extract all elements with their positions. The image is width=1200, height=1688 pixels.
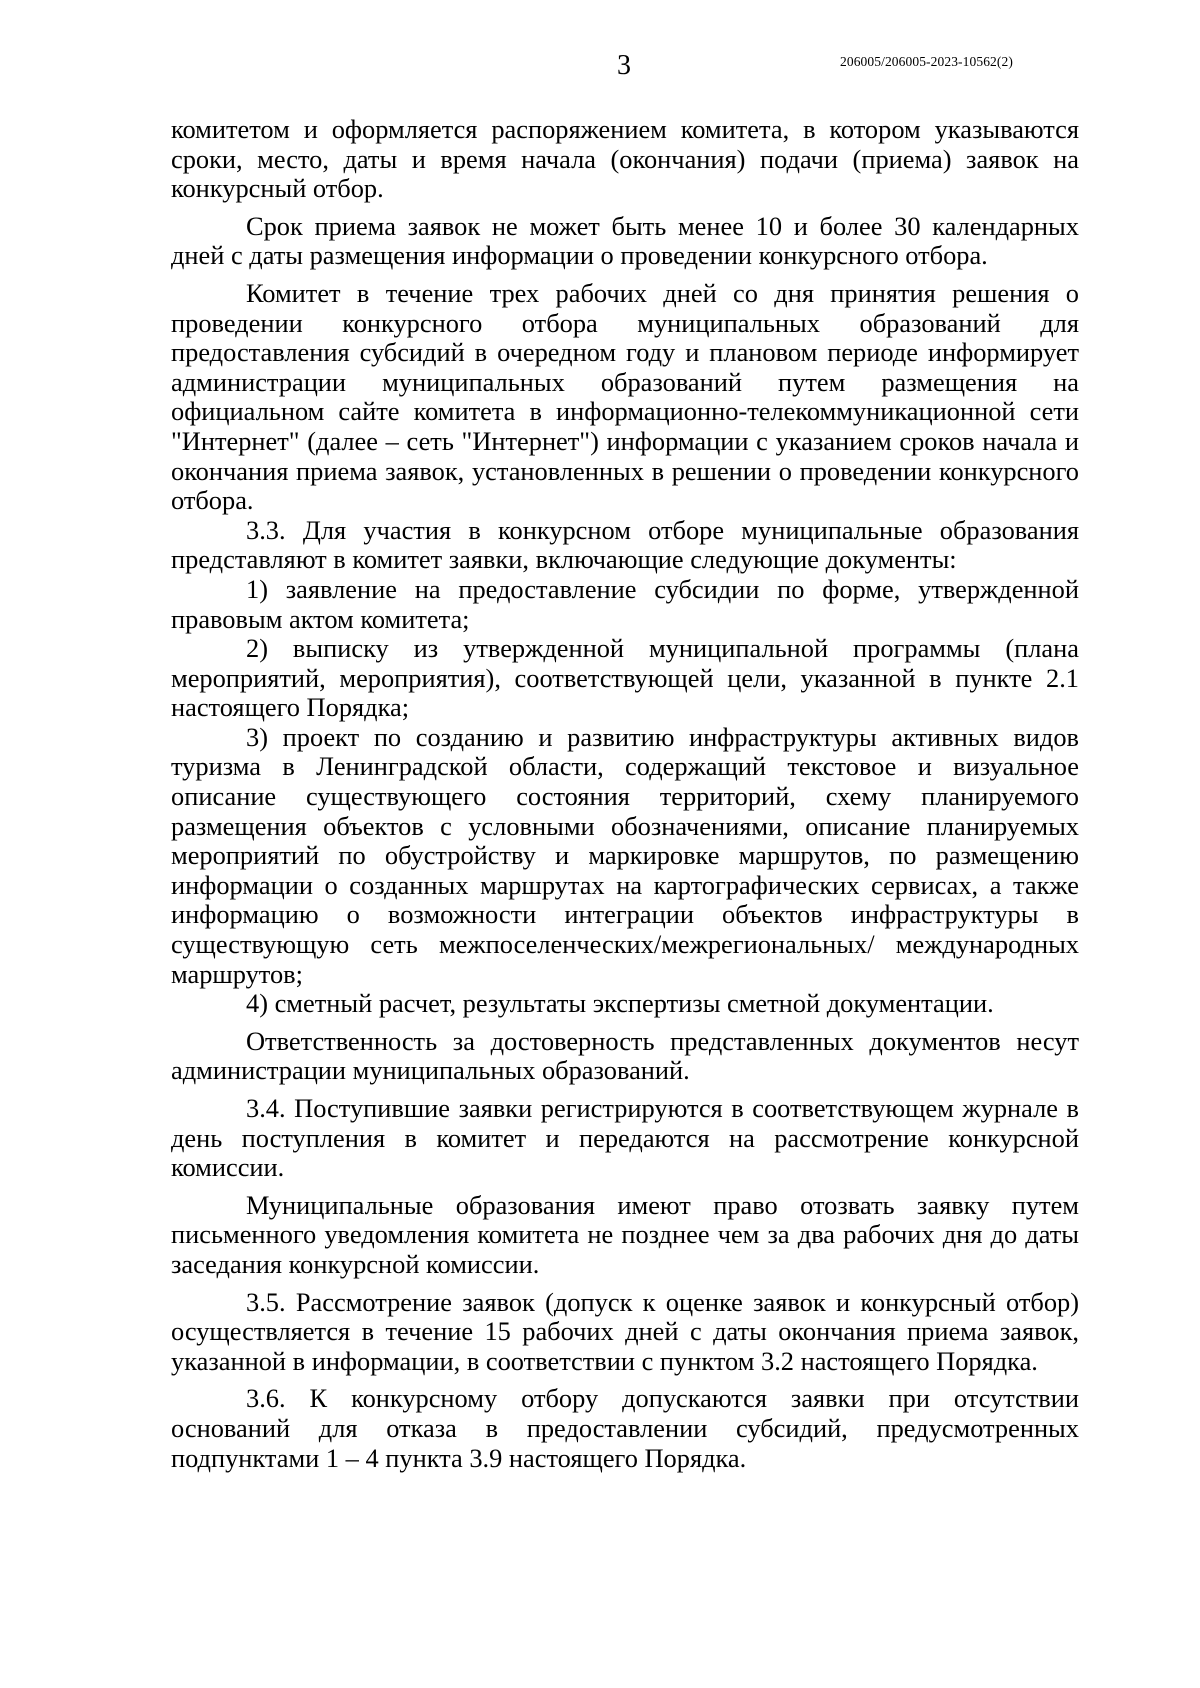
list-item: 1) заявление на предоставление субсидии по форме, утвержденной правовым актом комитета; bbox=[171, 573, 1079, 634]
paragraph: Комитет в течение трех рабочих дней со дня принятия решения о проведении конкурсного отбора муниципальных образований для предоставления субсидий в очередном году и плановом периоде информирует администрации муниципальных образований путем размещения на официальном сайте комитета в информационно-телекоммуникационной сети "Интернет" (далее – сеть "Интернет") информации с указанием сроков начала и окончания приема заявок, установленных в решении о проведении конкурсного отбора. bbox=[171, 277, 1079, 516]
document-body bbox=[171, 115, 1079, 1473]
paragraph: Муниципальные образования имеют право отозвать заявку путем письменного уведомления комитета не позднее чем за два рабочих дня до даты заседания конкурсной комиссии. bbox=[171, 1189, 1079, 1279]
paragraph: 3.5. Рассмотрение заявок (допуск к оценке заявок и конкурсный отбор) осуществляется в течение 15 рабочих дней с даты окончания приема заявок, указанной в информации, в соответствии с пунктом 3.2 настоящего Порядка. bbox=[171, 1286, 1079, 1376]
paragraph: Срок приема заявок не может быть менее 10 и более 30 календарных дней с даты размещения информации о проведении конкурсного отбора. bbox=[171, 210, 1079, 271]
paragraph-continuation: комитетом и оформляется распоряжением комитета, в котором указываются сроки, место, даты и время начала (окончания) подачи (приема) заявок на конкурсный отбор. bbox=[171, 114, 1079, 204]
paragraph: 3.4. Поступившие заявки регистрируются в соответствующем журнале в день поступления в комитет и передаются на рассмотрение конкурсной комиссии. bbox=[171, 1093, 1079, 1183]
page-number: 3 bbox=[617, 50, 631, 81]
document-number: 206005/206005-2023-10562(2) bbox=[840, 54, 1013, 69]
paragraph: Ответственность за достоверность представленных документов несут администрации муниципальных образований. bbox=[171, 1025, 1079, 1086]
paragraph: 3.3. Для участия в конкурсном отборе муниципальные образования представляют в комитет заявки, включающие следующие документы: bbox=[171, 514, 1079, 575]
paragraph: 3.6. К конкурсному отбору допускаются заявки при отсутствии оснований для отказа в предоставлении субсидий, предусмотренных подпунктами 1 – 4 пункта 3.9 настоящего Порядка. bbox=[171, 1383, 1079, 1473]
list-item: 4) сметный расчет, результаты экспертизы сметной документации. bbox=[246, 988, 994, 1019]
list-item: 3) проект по созданию и развитию инфраструктуры активных видов туризма в Ленинградской области, содержащий текстовое и визуальное описание существующего состояния территорий, схему планируемого размещения объектов с условными обозначениями, описание планируемых мероприятий по обустройству и маркировке маршрутов, по размещению информации о созданных маршрутах на картографических сервисах, а также информацию о возможности интеграции объектов инфраструктуры в существующую сеть межпоселенческих/межрегиональных/ международных маршрутов; bbox=[171, 721, 1079, 989]
list-item: 2) выписку из утвержденной муниципальной программы (плана мероприятий, мероприятия), соответствующей цели, указанной в пункте 2.1 настоящего Порядка; bbox=[171, 633, 1079, 723]
